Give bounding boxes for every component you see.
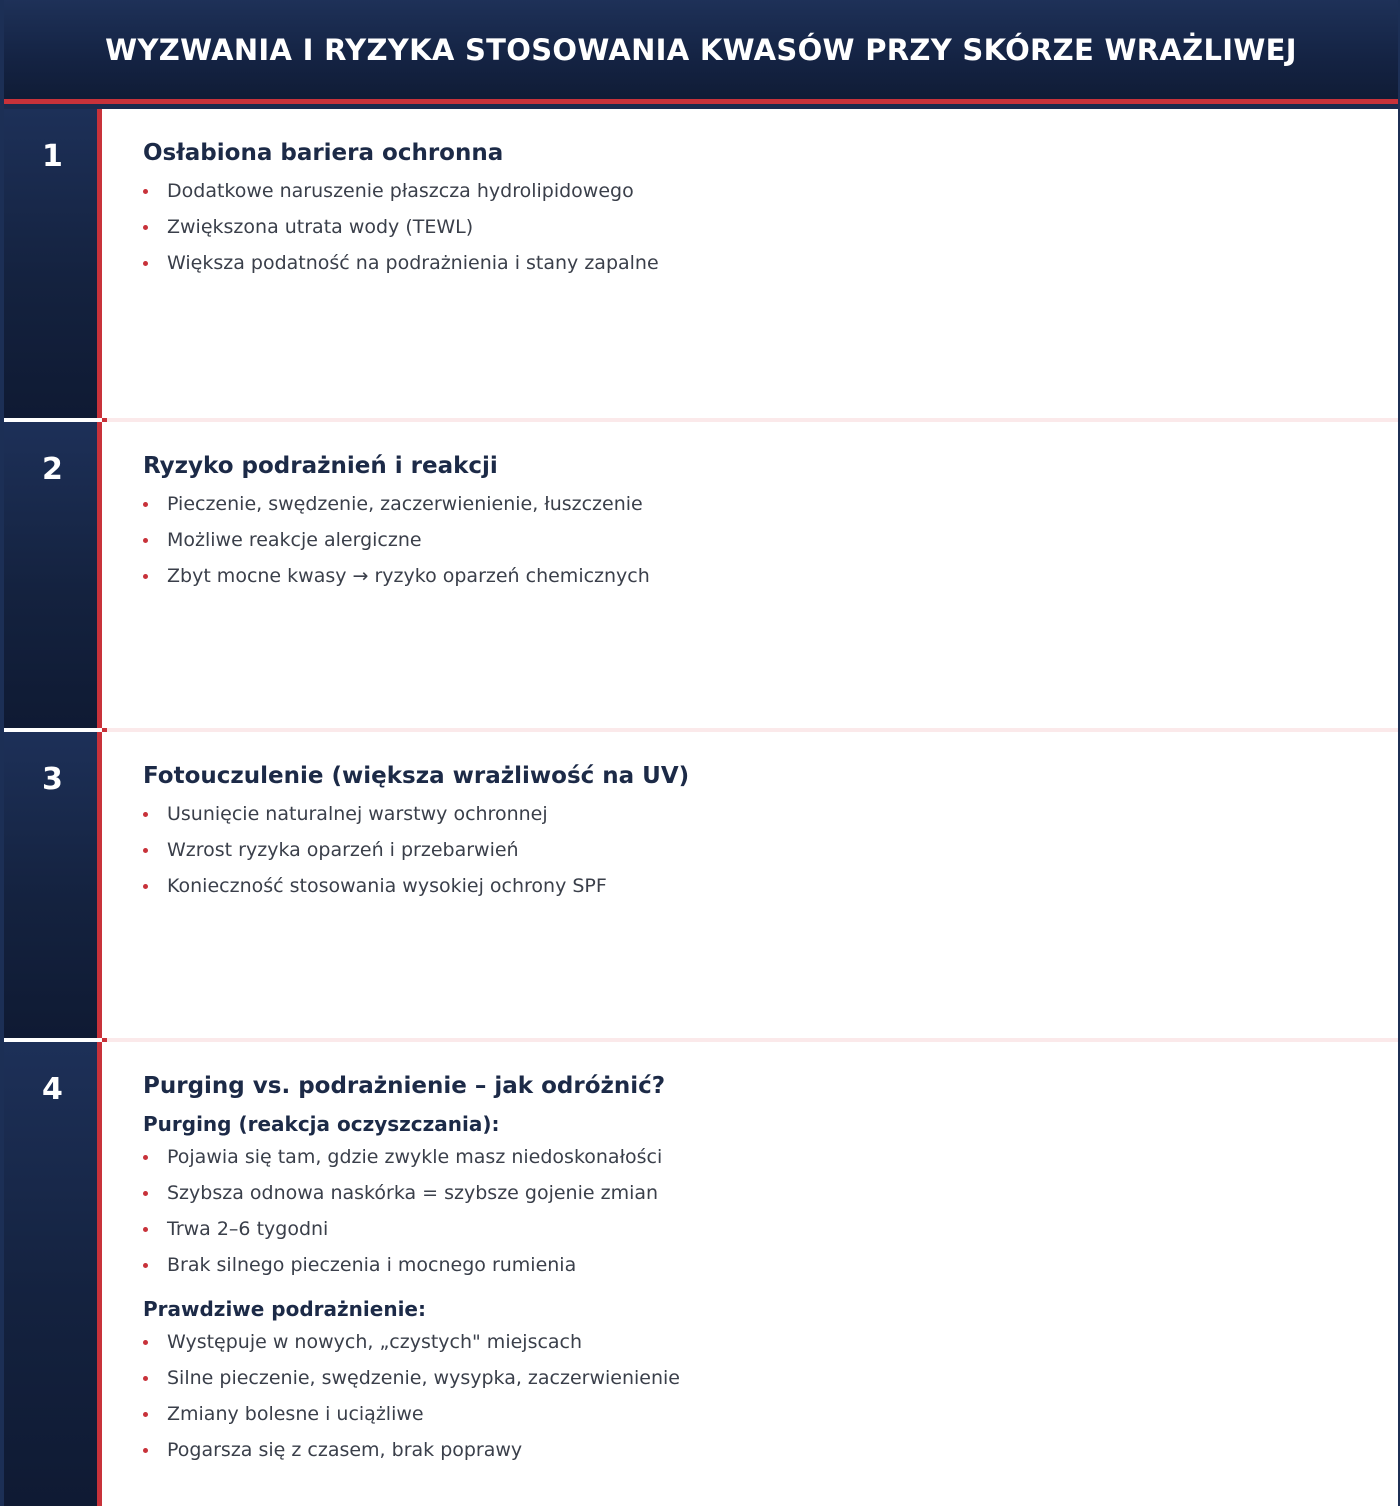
section-number: 3 xyxy=(42,762,63,797)
section-number-column xyxy=(4,732,102,1038)
irritation-block xyxy=(143,1298,1398,1475)
section-content xyxy=(102,732,1398,1038)
section-3 xyxy=(4,732,1398,1038)
bullet-list xyxy=(143,1146,1398,1290)
list-item: Większa podatność na podrażnienia i stany zapalne xyxy=(143,252,1398,288)
bullet-list xyxy=(143,803,1398,911)
bullet-list xyxy=(143,180,1398,288)
section-title: Purging vs. podrażnienie – jak odróżnić? xyxy=(143,1073,666,1099)
list-item: Zbyt mocne kwasy → ryzyko oparzeń chemicznych xyxy=(143,565,1398,601)
purging-block xyxy=(143,1113,1398,1290)
subsection-title: Purging (reakcja oczyszczania): xyxy=(143,1112,500,1137)
header-banner xyxy=(4,0,1398,104)
list-item: Możliwe reakcje alergiczne xyxy=(143,529,1398,565)
list-item: Trwa 2–6 tygodni xyxy=(143,1218,1398,1254)
list-item: Pogarsza się z czasem, brak poprawy xyxy=(143,1439,1398,1475)
list-item: Pieczenie, swędzenie, zaczerwienienie, łuszczenie xyxy=(143,493,1398,529)
section-number: 1 xyxy=(42,139,63,174)
section-content xyxy=(102,422,1398,728)
section-title: Ryzyko podrażnień i reakcji xyxy=(143,453,498,479)
section-number-column xyxy=(4,109,102,418)
section-number-column xyxy=(4,1042,102,1506)
section-number: 2 xyxy=(42,452,63,487)
section-content xyxy=(102,109,1398,418)
section-2 xyxy=(4,422,1398,728)
list-item: Brak silnego pieczenia i mocnego rumienia xyxy=(143,1254,1398,1290)
list-item: Zmiany bolesne i uciążliwe xyxy=(143,1403,1398,1439)
section-4 xyxy=(4,1042,1398,1506)
list-item: Usunięcie naturalnej warstwy ochronnej xyxy=(143,803,1398,839)
section-number: 4 xyxy=(42,1072,63,1107)
list-item: Silne pieczenie, swędzenie, wysypka, zaczerwienienie xyxy=(143,1367,1398,1403)
section-title: Osłabiona bariera ochronna xyxy=(143,140,504,166)
list-item: Szybsza odnowa naskórka = szybsze gojenie zmian xyxy=(143,1182,1398,1218)
bullet-list xyxy=(143,1331,1398,1475)
bullet-list xyxy=(143,493,1398,601)
page-title: WYZWANIA I RYZYKA STOSOWANIA KWASÓW PRZY SKÓRZE WRAŻLIWEJ xyxy=(105,32,1297,67)
list-item: Wzrost ryzyka oparzeń i przebarwień xyxy=(143,839,1398,875)
list-item: Pojawia się tam, gdzie zwykle masz niedoskonałości xyxy=(143,1146,1398,1182)
list-item: Występuje w nowych, „czystych" miejscach xyxy=(143,1331,1398,1367)
section-content xyxy=(102,1042,1398,1506)
section-1 xyxy=(4,109,1398,418)
subsection-title: Prawdziwe podrażnienie: xyxy=(143,1297,426,1322)
section-number-column xyxy=(4,422,102,728)
list-item: Zwiększona utrata wody (TEWL) xyxy=(143,216,1398,252)
section-title: Fotouczulenie (większa wrażliwość na UV) xyxy=(143,763,690,789)
list-item: Konieczność stosowania wysokiej ochrony SPF xyxy=(143,875,1398,911)
list-item: Dodatkowe naruszenie płaszcza hydrolipidowego xyxy=(143,180,1398,216)
